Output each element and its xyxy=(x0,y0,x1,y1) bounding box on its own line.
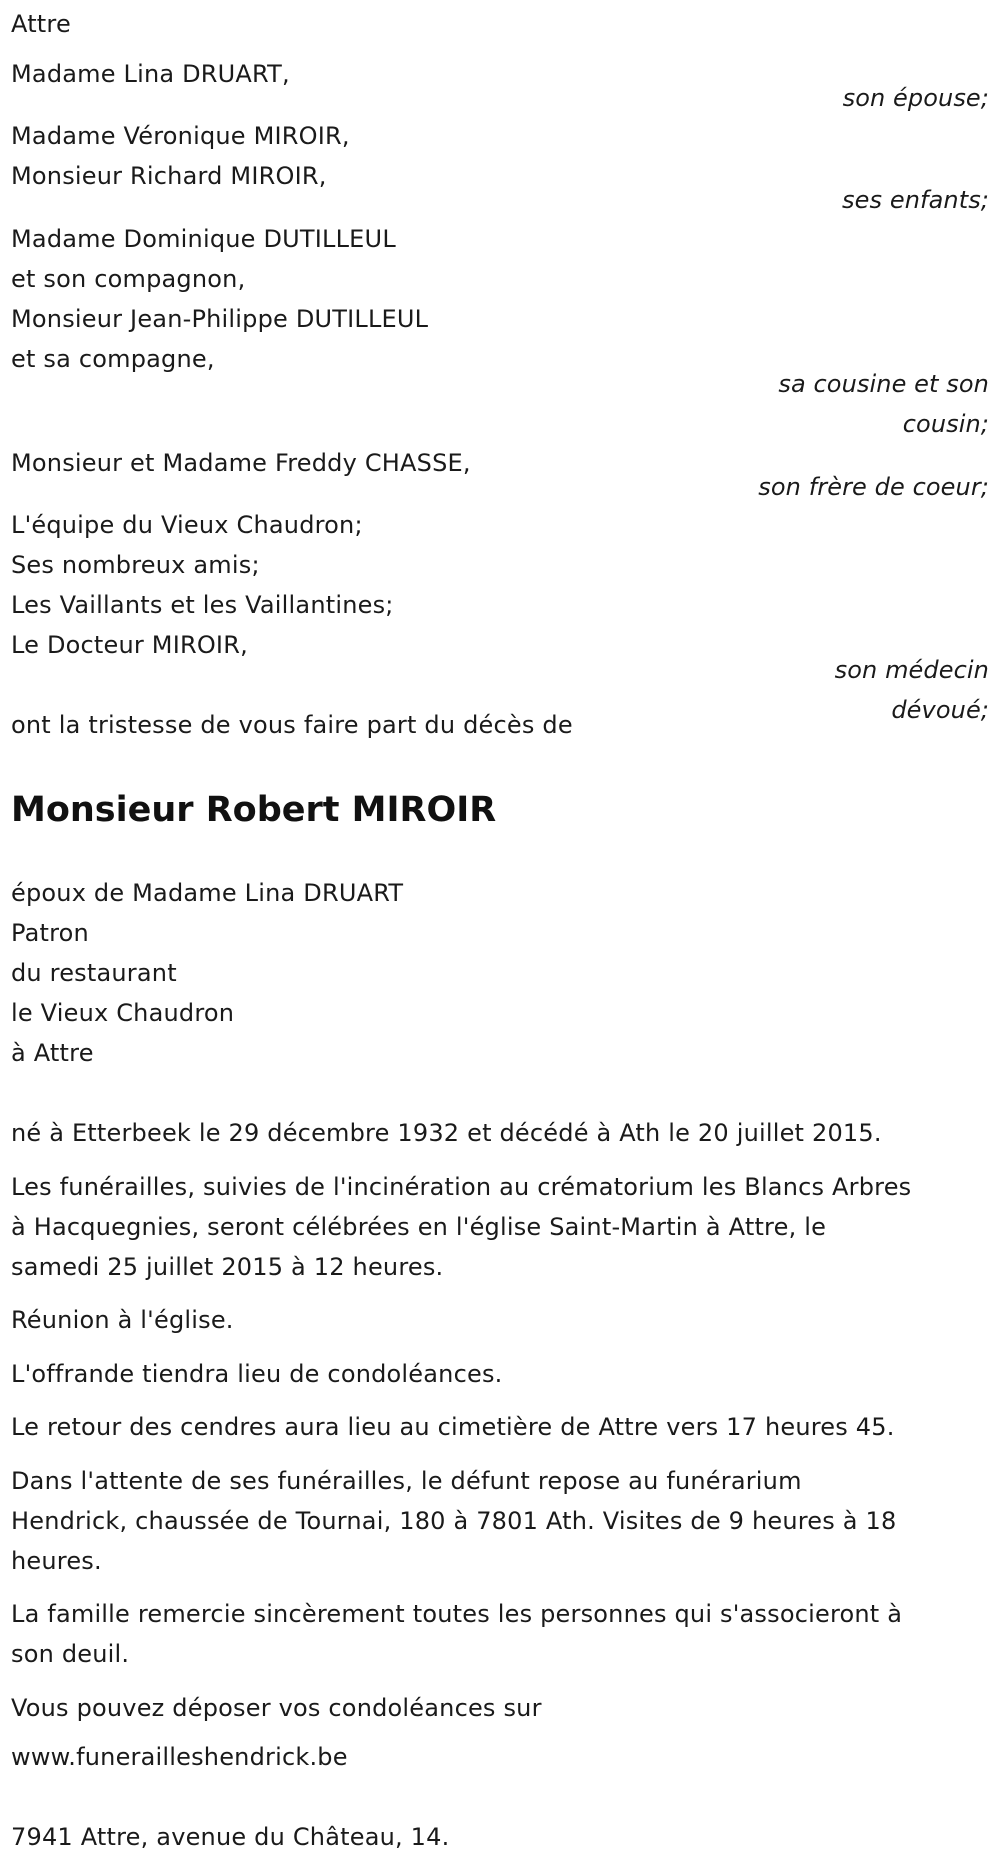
children-relation: ses enfants; xyxy=(842,186,989,214)
team-line: L'équipe du Vieux Chaudron; xyxy=(11,511,363,539)
funeral-details: Les funérailles, suivies de l'incinération au crématorium les Blancs Arbres xyxy=(11,1173,912,1201)
birth-death-dates: né à Etterbeek le 29 décembre 1932 et décédé à Ath le 20 juillet 2015. xyxy=(11,1119,882,1147)
cousin-partner: et sa compagne, xyxy=(11,345,215,373)
rest-info: Dans l'attente de ses funérailles, le défunt repose au funérarium xyxy=(11,1467,802,1495)
deceased-description: le Vieux Chaudron xyxy=(11,999,235,1027)
meeting-info: Réunion à l'église. xyxy=(11,1306,234,1334)
funeral-details: samedi 25 juillet 2015 à 12 heures. xyxy=(11,1253,444,1281)
ashes-info: Le retour des cendres aura lieu au cimetière de Attre vers 17 heures 45. xyxy=(11,1413,895,1441)
condolences-text: Vous pouvez déposer vos condoléances sur xyxy=(11,1694,542,1722)
vaillants-line: Les Vaillants et les Vaillantines; xyxy=(11,591,394,619)
thanks-text: La famille remercie sincèrement toutes les personnes qui s'associeront à xyxy=(11,1600,903,1628)
deceased-description: du restaurant xyxy=(11,959,177,987)
cousins-relation: cousin; xyxy=(902,410,989,438)
thanks-text: son deuil. xyxy=(11,1640,130,1668)
cousin-partner: et son compagnon, xyxy=(11,265,246,293)
cousin-name: Monsieur Jean-Philippe DUTILLEUL xyxy=(11,305,429,333)
rest-info: heures. xyxy=(11,1547,102,1575)
doctor-relation: dévoué; xyxy=(891,696,989,724)
deceased-description: Patron xyxy=(11,919,89,947)
deceased-description: époux de Madame Lina DRUART xyxy=(11,879,404,907)
announcement: ont la tristesse de vous faire part du décès de xyxy=(11,711,573,739)
cousins-relation: sa cousine et son xyxy=(778,370,989,398)
child-name: Monsieur Richard MIROIR, xyxy=(11,162,327,190)
cousin-name: Madame Dominique DUTILLEUL xyxy=(11,225,396,253)
deceased-description: à Attre xyxy=(11,1039,94,1067)
offering-info: L'offrande tiendra lieu de condoléances. xyxy=(11,1360,503,1388)
rest-info: Hendrick, chaussée de Tournai, 180 à 7801 Ath. Visites de 9 heures à 18 xyxy=(11,1507,897,1535)
address: 7941 Attre, avenue du Château, 14. xyxy=(11,1823,450,1851)
friends-couple: Monsieur et Madame Freddy CHASSE, xyxy=(11,449,471,477)
doctor-name: Le Docteur MIROIR, xyxy=(11,631,248,659)
funeral-details: à Hacquegnies, seront célébrées en l'église Saint-Martin à Attre, le xyxy=(11,1213,827,1241)
deceased-name: Monsieur Robert MIROIR xyxy=(11,790,497,830)
friends-relation: son frère de coeur; xyxy=(758,473,989,501)
doctor-relation: son médecin xyxy=(834,656,989,684)
spouse-relation: son épouse; xyxy=(842,84,989,112)
village-heading: Attre xyxy=(11,10,71,38)
friends-line: Ses nombreux amis; xyxy=(11,551,260,579)
child-name: Madame Véronique MIROIR, xyxy=(11,122,350,150)
website-link[interactable]: www.funerailleshendrick.be xyxy=(11,1743,348,1771)
spouse-name: Madame Lina DRUART, xyxy=(11,60,290,88)
